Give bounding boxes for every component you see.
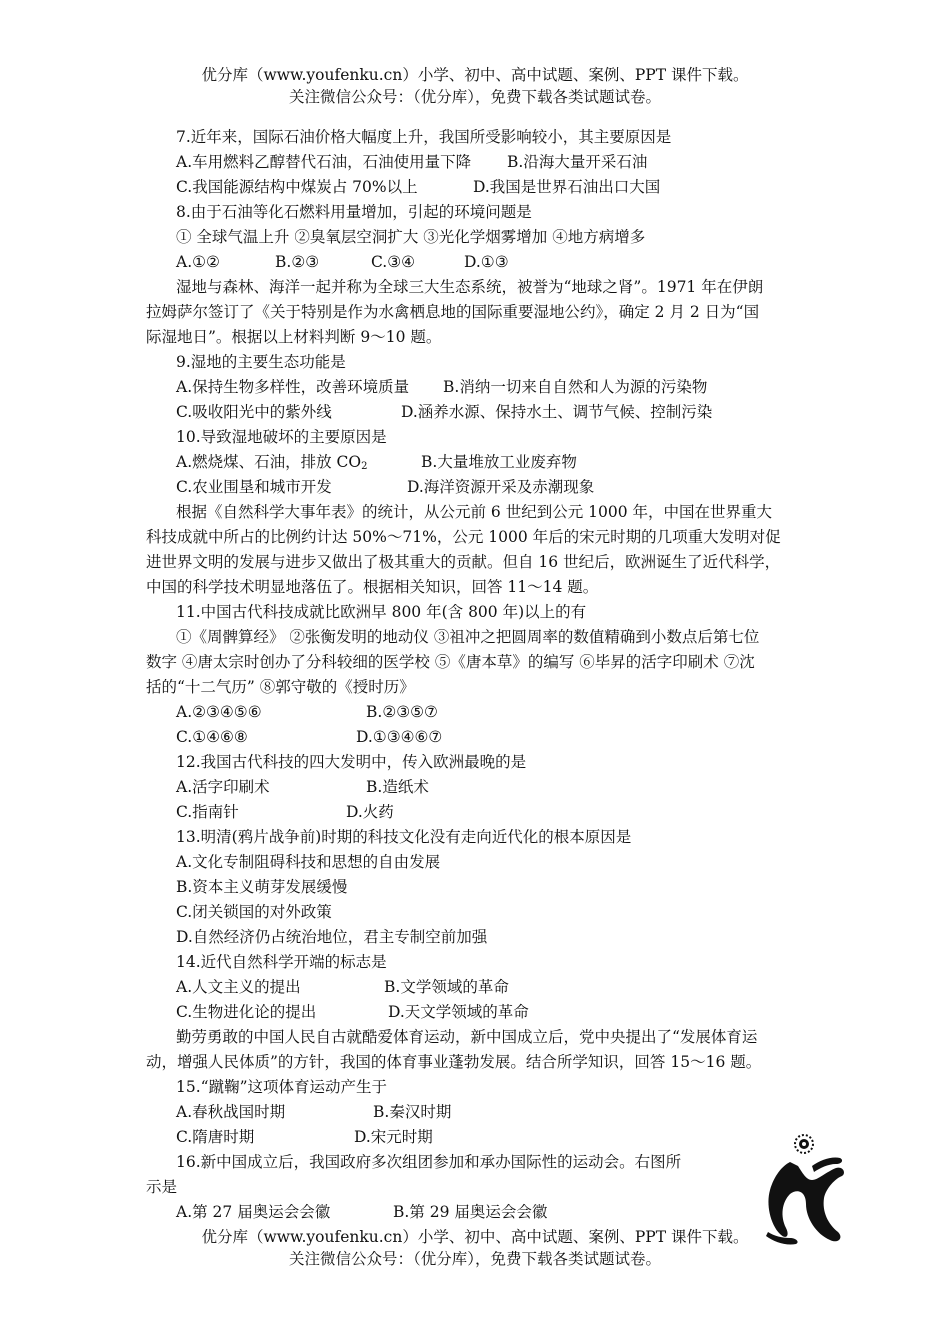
q11-items-line-1: ①《周髀算经》 ②张衡发明的地动仪 ③祖冲之把圆周率的数值精确到小数点后第七位 xyxy=(176,628,760,646)
q12-option-a: A.活字印刷术 xyxy=(176,778,270,796)
wetland-passage-line-1: 湿地与森林、海洋一起并称为全球三大生态系统，被誉为“地球之肾”。1971 年在伊朗 xyxy=(176,278,764,296)
q12-option-c: C.指南针 xyxy=(176,803,239,821)
q11-option-c: C.①④⑥⑧ xyxy=(176,728,248,746)
q12-stem: 12.我国古代科技的四大发明中，传入欧洲最晚的是 xyxy=(176,753,527,771)
q7-stem: 7.近年来，国际石油价格大幅度上升，我国所受影响较小，其主要原因是 xyxy=(176,128,672,146)
science-passage-line-1: 根据《自然科学大事年表》的统计，从公元前 6 世纪到公元 1000 年，中国在世界重大 xyxy=(176,503,773,521)
q14-stem: 14.近代自然科学开端的标志是 xyxy=(176,953,387,971)
emblem-head xyxy=(795,1135,813,1153)
q11-option-b: B.②③⑤⑦ xyxy=(366,703,438,721)
q16-option-a: A.第 27 届奥运会会徽 xyxy=(176,1203,331,1221)
q16-option-b: B.第 29 届奥运会会徽 xyxy=(393,1203,548,1221)
q12-option-d: D.火药 xyxy=(346,803,394,821)
q14-option-d: D.天文学领域的革命 xyxy=(388,1003,529,1021)
header-line-2: 关注微信公众号：（优分库），免费下载各类试题试卷。 xyxy=(288,88,661,106)
q14-option-b: B.文学领域的革命 xyxy=(384,978,509,996)
q8-items: ① 全球气温上升 ②臭氧层空洞扩大 ③光化学烟雾增加 ④地方病增多 xyxy=(176,228,646,246)
q15-option-b: B.秦汉时期 xyxy=(373,1103,452,1121)
q7-option-d: D.我国是世界石油出口大国 xyxy=(473,178,661,196)
q8-option-a: A.①② xyxy=(176,253,220,271)
science-passage-line-2: 科技成就中所占的比例约计达 50%～71%，公元 1000 年后的宋元时期的几项重大发明对促 xyxy=(146,528,781,546)
q13-option-a: A.文化专制阻碍科技和思想的自由发展 xyxy=(176,853,441,871)
wetland-passage-line-3: 际湿地日”。根据以上材料判断 9～10 题。 xyxy=(146,328,442,346)
q13-option-d: D.自然经济仍占统治地位，君主专制空前加强 xyxy=(176,928,488,946)
q15-stem: 15.“蹴鞠”这项体育运动产生于 xyxy=(176,1078,387,1096)
q8-option-c: C.③④ xyxy=(371,253,416,271)
q7-option-c: C.我国能源结构中煤炭占 70%以上 xyxy=(176,178,418,196)
q9-option-c: C.吸收阳光中的紫外线 xyxy=(176,403,332,421)
q16-stem-line-2: 示是 xyxy=(146,1178,178,1196)
q9-stem: 9.湿地的主要生态功能是 xyxy=(176,353,346,371)
q12-option-b: B.造纸术 xyxy=(366,778,429,796)
q15-option-c: C.隋唐时期 xyxy=(176,1128,255,1146)
q13-option-c: C.闭关锁国的对外政策 xyxy=(176,903,332,921)
q10-option-a-subscript: 2 xyxy=(361,461,368,472)
sport-passage-line-2: 动，增强人民体质”的方针，我国的体育事业蓬勃发展。结合所学知识，回答 15～16 题。 xyxy=(146,1053,762,1071)
q11-option-d: D.①③④⑥⑦ xyxy=(356,728,443,746)
q13-option-b: B.资本主义萌芽发展缓慢 xyxy=(176,878,348,896)
q11-items-line-3: 括的“十二气历” ⑧郭守敬的《授时历》 xyxy=(146,678,415,696)
science-passage-line-4: 中国的科学技术明显地落伍了。根据相关知识，回答 11～14 题。 xyxy=(146,578,599,596)
q13-stem: 13.明清(鸦片战争前)时期的科技文化没有走向近代化的根本原因是 xyxy=(176,828,632,846)
header-line-1: 优分库（www.youfenku.cn）小学、初中、高中试题、案例、PPT 课件下载。 xyxy=(201,66,749,84)
q11-option-a: A.②③④⑤⑥ xyxy=(176,703,262,721)
q9-option-d: D.涵养水源、保持水土、调节气候、控制污染 xyxy=(401,403,713,421)
sport-passage-line-1: 勤劳勇敢的中国人民自古就酷爱体育运动，新中国成立后，党中央提出了“发展体育运 xyxy=(176,1028,758,1046)
q8-stem: 8.由于石油等化石燃料用量增加，引起的环境问题是 xyxy=(176,203,532,221)
q10-option-d: D.海洋资源开采及赤潮现象 xyxy=(407,478,595,496)
q10-stem: 10.导致湿地破坏的主要原因是 xyxy=(176,428,387,446)
q10-option-b: B.大量堆放工业废弃物 xyxy=(421,453,577,471)
q7-option-a: A.车用燃料乙醇替代石油，石油使用量下降 xyxy=(176,153,472,171)
q9-option-a: A.保持生物多样性，改善环境质量 xyxy=(176,378,410,396)
q11-stem: 11.中国古代科技成就比欧洲早 800 年(含 800 年)以上的有 xyxy=(176,603,587,621)
q15-option-d: D.宋元时期 xyxy=(354,1128,433,1146)
wetland-passage-line-2: 拉姆萨尔签订了《关于特别是作为水禽栖息地的国际重要湿地公约》，确定 2 月 2 日为“国 xyxy=(146,303,760,321)
footer-line-1: 优分库（www.youfenku.cn）小学、初中、高中试题、案例、PPT 课件下载。 xyxy=(201,1228,749,1246)
q10-option-a-text: A.燃烧煤、石油，排放 CO xyxy=(176,453,362,471)
q11-items-line-2: 数字 ④唐太宗时创办了分科较细的医学校 ⑤《唐本草》的编写 ⑥毕昇的活字印刷术 ⑦沈 xyxy=(146,653,755,671)
footer-line-2: 关注微信公众号：（优分库），免费下载各类试题试卷。 xyxy=(288,1250,661,1268)
q8-option-b: B.②③ xyxy=(275,253,320,271)
q14-option-a: A.人文主义的提出 xyxy=(176,978,301,996)
science-passage-line-3: 进世界文明的发展与进步又做出了极其重大的贡献。但自 16 世纪后，欧洲诞生了近代科学， xyxy=(146,553,781,571)
q8-option-d: D.①③ xyxy=(464,253,509,271)
q16-stem-line-1: 16.新中国成立后，我国政府多次组团参加和承办国际性的运动会。右图所 xyxy=(176,1153,682,1171)
q10-option-c: C.农业围垦和城市开发 xyxy=(176,478,332,496)
q7-option-b: B.沿海大量开采石油 xyxy=(507,153,648,171)
q14-option-c: C.生物进化论的提出 xyxy=(176,1003,317,1021)
q9-option-b: B.消纳一切来自自然和人为源的污染物 xyxy=(443,378,708,396)
q15-option-a: A.春秋战国时期 xyxy=(176,1103,286,1121)
